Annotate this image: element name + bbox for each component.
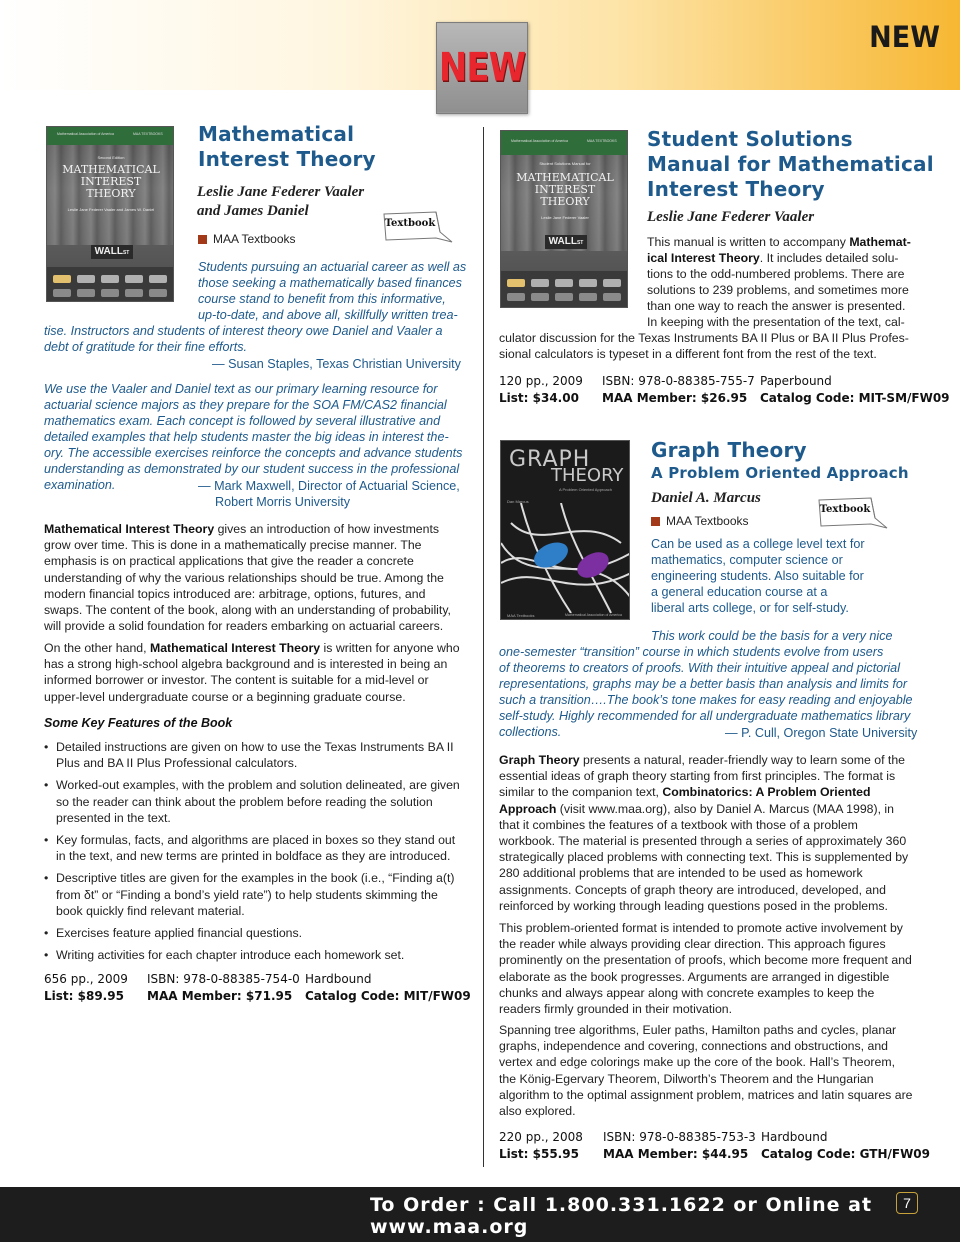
book3-desc-bold: Graph Theory [499,753,580,767]
calc-key [101,289,119,297]
pub-col-3 [305,971,471,1005]
calc-key [507,293,525,301]
book-cover-student-solutions-manual[interactable] [500,130,628,308]
book1-series [198,232,296,246]
cover-graph-illustration [501,503,630,613]
cover-series: MAA TEXTBOOKS [133,132,163,136]
cover-publisher: Mathematical Association of America [565,613,622,617]
book3-tag-label: Textbook [819,504,871,515]
blurb-line: a general education course at a [651,585,828,599]
cover-title-3: THEORY [540,195,590,208]
quote-line: This work could be the basis for a very nice [651,629,893,643]
quote-line: examination. [44,478,116,492]
pub-member-price: MAA Member: $44.95 [603,1147,749,1161]
pub-col-1 [499,373,602,407]
book3-description-3: Spanning tree algorithms, Euler paths, Hamilton paths and cycles, planar graphs, independence and covering, connections and obstructions, and vertex and edge colorings make up the core of the book. Hall’s Theorem, the König-Egervary Theorem, Dilworth’s Theorem and the Hungarian algorithm to the optimal assignment problem, matrices and latin squares are also explored. [499,1023,913,1119]
quote-line: self-study. Highly recommended for all undergraduate mathematics library [499,709,911,723]
pub-col-2 [147,971,305,1005]
desc-line [647,250,899,266]
cover-authors: Leslie Jane Federer Vaaler and James W. Daniel [67,207,155,212]
book3-subtitle[interactable]: A Problem Oriented Approach [651,464,909,482]
cover-authors: Leslie Jane Federer Vaaler [541,215,589,220]
quote-line: collections. [499,725,562,739]
blurb-line: mathematics, computer science or [651,553,843,567]
pub-col-2 [603,1129,761,1163]
feature-item: • Exercises feature applied financial questions. [44,925,462,941]
quote-line: Students pursuing an actuarial career as well as [198,260,467,274]
book3-desc-rest: (visit www.maa.org), also by Daniel A. Marcus (MAA 1998), in that it combines the features of a textbook with those of a problem workbook. The material is presented through a series of approximately 360 strategically placed problems with connecting text. This is supplemented by 280 additional problems that are intended to be used as homework assignments. Concepts of graph theory are introduced, developed, and reinforced by working through leading questions posed in the problems. [499,801,909,913]
calc-key [603,279,621,287]
cover-calculator [47,267,174,302]
quote-line: representations, graphs may be a better basis than analysis and limits for [499,677,908,691]
book3-textbook-tag [817,496,891,530]
cover-publisher: Mathematical Association of America [57,132,114,136]
calc-key [77,289,95,297]
pub-list-price: List: $34.00 [499,391,579,405]
pub-binding: Hardbound [305,972,372,986]
desc-bold: ical Interest Theory [647,251,760,265]
book1-desc2-start: On the other hand, [44,641,150,655]
cover-title-1: MATHEMATICAL [62,163,160,176]
book1-title-line2[interactable]: Interest Theory [198,147,376,171]
book3-description-2: This problem-oriented format is intended to promote active involvement by the reader while always providing clear direction. This approach figures prominently on the presentation of proofs, which become more frequent and elaborate as the book progresses. Arguments are arranged in digestible chunks and always appear along with concrete examples to keep the readers firmly grounded in their motivation. [499,921,912,1017]
pub-isbn: ISBN: 978-0-88385-754-0 [147,972,300,986]
book1-textbook-tag [382,210,456,244]
desc-line: solutions to 239 problems, and sometimes more [647,283,909,297]
quote-line: tise. Instructors and students of interest theory owe Daniel and Vaaler a [44,324,443,338]
pub-list-price: List: $89.95 [44,989,124,1003]
cover-wall-street-sign [91,245,133,259]
cover-edition: Student Solutions Manual for [539,161,591,166]
quote-line: We use the Vaaler and Daniel text as our primary learning resource for [44,382,438,396]
feature-item: • Descriptive titles are given for the examples in the book (i.e., “Finding a(t) from δt” or “Finding a bond’s yield rate”) to help students skimming the book quickly find relevant material. [44,870,462,919]
pub-pages: 656 pp., 2009 [44,972,128,986]
pub-col-2 [602,373,760,407]
calc-key [579,279,597,287]
book1-desc-bold: Mathematical Interest Theory [44,522,215,536]
book3-author: Daniel A. Marcus [651,490,761,506]
cover-edition: Second Edition [97,155,125,160]
column-divider [483,127,484,1167]
desc-line: sional calculators is typeset in a different font from the rest of the text. [499,347,877,361]
cover-series: MAA TEXTBOOKS [587,139,617,143]
calc-key [77,275,95,283]
quote-line: mathematics exam. Each concept is followed by several illustrative and [44,414,441,428]
blurb-line: liberal arts college, or for self-study. [651,601,849,615]
calc-key [53,289,71,297]
book1-desc2-text: is written for anyone who has a strong high-school algebra background and is interested in being an informed borrower or investor. The content is suitable for a mid-level or upper-level undergraduate course or a beginning graduate course. [44,641,460,704]
book1-desc-text: gives an introduction of how investments grow over time. This is done in a mathematically precise manner. The emphasis is on practical applications that give the reader a concrete understanding of why the various relationships should be true. Among the modern financial topics introduced are: arbitrage, options, futures, and swaps. The content of the book, along with an understanding of probability, will provide a solid foundation for readers embarking on actuarial careers. [44,522,451,634]
book1-author-line1: Leslie Jane Federer Vaaler [197,184,365,200]
book2-title-line3[interactable]: Interest Theory [647,177,825,201]
calc-key [579,293,597,301]
calc-key [603,293,621,301]
quote-line: ory. The accessible exercises reinforce the concepts and advance students [44,446,463,460]
desc-line: culator discussion for the Texas Instruments BA II Plus or BA II Plus Profes- [499,331,909,345]
pub-binding: Hardbound [761,1130,828,1144]
series-square-icon [651,517,660,526]
quote-line: actuarial science majors as they prepare for the SOA FM/CAS2 financial [44,398,447,412]
new-badge: NEW [436,22,528,114]
calc-key [531,279,549,287]
book-cover-mathematical-interest-theory[interactable] [46,126,174,302]
cover-wall-street-sign [545,235,587,249]
book1-pub-info [44,971,471,1005]
cover-title-2: INTEREST [80,175,142,188]
book3-description-1 [499,752,914,914]
cover-title-3: THEORY [86,187,136,200]
desc-line: than one way to reach the answer is presented. [647,299,906,313]
quote-line: such a transition….The book’s tone makes for easy reading and enjoyable [499,693,913,707]
feature-item: • Key formulas, facts, and algorithms are placed in boxes so they stand out in the text, and new terms are printed in boldface as they are introduced. [44,832,462,864]
cover-sign-text: WALL [94,246,123,257]
series-square-icon [198,235,207,244]
pub-isbn: ISBN: 978-0-88385-755-7 [602,374,755,388]
book2-title-line1[interactable]: Student Solutions [647,127,853,151]
desc-line: In keeping with the presentation of the text, cal- [647,315,905,329]
quote-line: those seeking a mathematically based finances [198,276,462,290]
calc-key [125,289,143,297]
pub-catalog-code: Catalog Code: GTH/FW09 [761,1147,931,1161]
book3-desc-bold2: Combinatorics: A Problem Oriented Approach [499,785,871,816]
book3-title[interactable]: Graph Theory [651,438,807,462]
cover-title-2: THEORY [551,465,624,486]
calc-key [101,275,119,283]
pub-list-price: List: $55.95 [499,1147,579,1161]
features-heading: Some Key Features of the Book [44,716,233,730]
feature-item: • Detailed instructions are given on how to use the Texas Instruments BA II Plus and BA II Plus Professional calculators. [44,739,462,771]
pub-col-1 [44,971,147,1005]
pub-col-1 [499,1129,603,1163]
cover-sign-text: WALL [548,236,577,247]
quote-line: course stand to benefit from this informative, [198,292,446,306]
cover-title-2: INTEREST [534,183,596,196]
book1-series-label: MAA Textbooks [213,232,296,246]
pub-binding: Paperbound [760,374,832,388]
pub-col-3 [760,373,950,407]
cover-author: Dan Marcus [507,499,529,504]
page-number: 7 [896,1192,918,1214]
pub-catalog-code: Catalog Code: MIT/FW09 [305,989,471,1003]
calc-key [555,293,573,301]
quote-line: one-semester “transition” course in which students evolve from users [499,645,884,659]
cover-calculator [501,271,628,308]
pub-member-price: MAA Member: $71.95 [147,989,293,1003]
cover-publisher: Mathematical Association of America [511,139,568,143]
quote-attribution: Robert Morris University [215,495,351,509]
new-corner-label: NEW [869,20,940,55]
feature-item: • Writing activities for each chapter introduce each homework set. [44,947,462,963]
cover-subtitle: A Problem Oriented Approach [559,487,612,492]
pub-pages: 120 pp., 2009 [499,374,583,388]
desc-bold: Mathemat- [849,235,911,249]
book1-desc2-bold: Mathematical Interest Theory [149,641,321,655]
book-cover-graph-theory[interactable] [500,440,630,620]
book1-description-2 [44,640,462,705]
blurb-line: Can be used as a college level text for [651,537,865,551]
quote-attribution: — Mark Maxwell, Director of Actuarial Science, [198,479,460,493]
quote-attribution: — Susan Staples, Texas Christian University [212,357,461,371]
cover-top-strip [47,127,174,145]
book3-pub-info [499,1129,930,1163]
desc-line: tions to the odd-numbered problems. There are [647,267,905,281]
desc-text: This manual is written to accompany [647,235,850,249]
quote-line: detailed examples that help students master the big ideas in interest the- [44,430,449,444]
desc-line [647,234,911,250]
desc-text: . It includes detailed solu- [759,251,899,265]
quote-line: understanding as demonstrated by our student success in the professional [44,462,460,476]
book3-series [651,514,749,528]
calc-key [53,275,71,283]
features-list [44,739,462,969]
pub-member-price: MAA Member: $26.95 [602,391,748,405]
quote-attribution: — P. Cull, Oregon State University [725,726,918,740]
book1-title-line1[interactable]: Mathematical [198,122,355,146]
pub-pages: 220 pp., 2008 [499,1130,583,1144]
calc-key [531,293,549,301]
book3-series-label: MAA Textbooks [666,514,749,528]
calc-key [149,275,167,283]
blurb-line: engineering students. Also suitable for [651,569,864,583]
cover-series: MAA Textbooks [507,613,535,618]
feature-item: • Worked-out examples, with the problem and solution delineated, are given so the reader can think about the problem before reading the solution presented in the text. [44,777,462,826]
book1-author-line2: and James Daniel [197,203,309,219]
book2-author: Leslie Jane Federer Vaaler [647,209,815,225]
cover-sign-suffix: ST [122,250,130,256]
quote-line: debt of gratitude for their fine efforts. [44,340,248,354]
order-info-link[interactable]: To Order : Call 1.800.331.1622 or Online at www.maa.org [370,1194,873,1238]
calc-key [507,279,525,287]
pub-isbn: ISBN: 978-0-88385-753-3 [603,1130,756,1144]
book1-description-1 [44,521,462,634]
pub-catalog-code: Catalog Code: MIT-SM/FW09 [760,391,950,405]
book2-pub-info [499,373,950,407]
quote-line: up-to-date, and above all, skillfully written trea- [198,308,458,322]
cover-title-1: MATHEMATICAL [516,171,614,184]
book2-title-line2[interactable]: Manual for Mathematical [647,152,934,176]
quote-line: of theorems to creators of proofs. With their intuitive appeal and pictorial [499,661,900,675]
cover-top-strip [501,131,628,155]
pub-col-3 [761,1129,930,1163]
calc-key [149,289,167,297]
calc-key [125,275,143,283]
cover-sign-suffix: ST [576,240,584,246]
cover-title-1: GRAPH [509,447,591,472]
book1-tag-label: Textbook [384,218,436,229]
book3-desc-text: presents a natural, reader-friendly way to learn some of the essential ideas of graph theory starting from first principles. The format is similar to the companion text, [499,753,905,800]
calc-key [555,279,573,287]
